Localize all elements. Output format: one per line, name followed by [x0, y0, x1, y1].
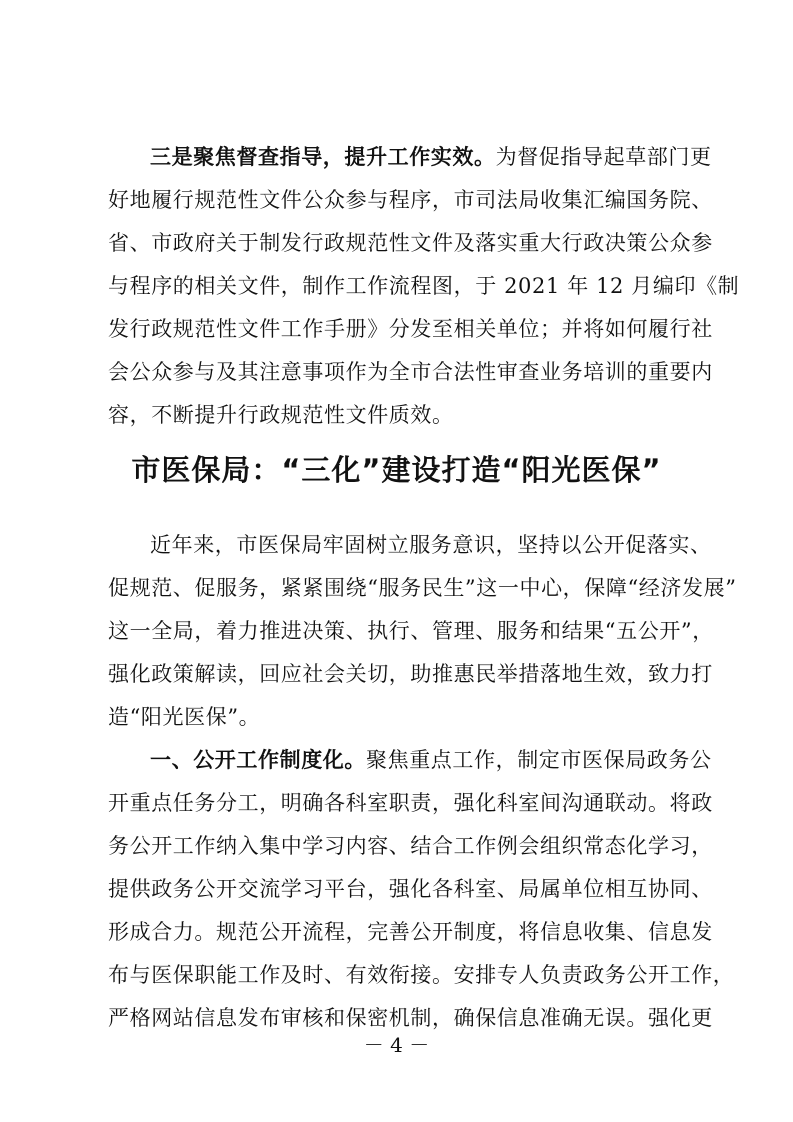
paragraph-lead-bold: 三是聚焦督查指导，提升工作实效。	[150, 145, 496, 169]
paragraph-line: 近年来，市医保局牢固树立服务意识，坚持以公开促落实、	[150, 533, 712, 557]
section-heading: 市医保局：“三化”建设打造“阳光医保”	[131, 453, 662, 487]
paragraph-line: 省、市政府关于制发行政规范性文件及落实重大行政决策公众参	[108, 231, 713, 255]
paragraph-text: 为督促指导起草部门更	[495, 145, 712, 169]
paragraph-line: 促规范、促服务，紧紧围绕“服务民生”这一中心，保障“经济发展”	[108, 576, 737, 600]
paragraph-line: 与程序的相关文件，制作工作流程图，于 2021 年 12 月编印《制	[108, 274, 740, 298]
paragraph-line: 务公开工作纳入集中学习内容、结合工作例会组织常态化学习，	[108, 834, 713, 858]
paragraph-line: 这一全局，着力推进决策、执行、管理、服务和结果“五公开”，	[108, 619, 714, 643]
paragraph-line: 形成合力。规范公开流程，完善公开制度，将信息收集、信息发	[108, 920, 713, 944]
page-number: － 4 －	[363, 1033, 430, 1057]
paragraph-line: 好地履行规范性文件公众参与程序，市司法局收集汇编国务院、	[108, 188, 713, 212]
paragraph-line: 容，不断提升行政规范性文件质效。	[108, 403, 454, 427]
paragraph-line: 造“阳光医保”。	[108, 705, 261, 729]
paragraph-text: 聚焦重点工作，制定市医保局政务公	[366, 748, 712, 772]
paragraph-line	[150, 142, 712, 172]
paragraph-line: 发行政规范性文件工作手册》分发至相关单位；并将如何履行社	[108, 317, 713, 341]
paragraph-line: 开重点任务分工，明确各科室职责，强化科室间沟通联动。将政	[108, 791, 713, 815]
paragraph-line: 布与医保职能工作及时、有效衔接。安排专人负责政务公开工作，	[108, 963, 735, 987]
paragraph-line: 严格网站信息发布审核和保密机制，确保信息准确无误。强化更	[108, 1006, 713, 1030]
paragraph-line: 会公众参与及其注意事项作为全市合法性审查业务培训的重要内	[108, 360, 713, 384]
paragraph-lead-bold: 一、公开工作制度化。	[150, 748, 366, 772]
paragraph-line: 强化政策解读，回应社会关切，助推惠民举措落地生效，致力打	[108, 662, 713, 686]
paragraph-line: 提供政务公开交流学习平台，强化各科室、局属单位相互协同、	[108, 877, 713, 901]
paragraph-line	[150, 745, 712, 775]
